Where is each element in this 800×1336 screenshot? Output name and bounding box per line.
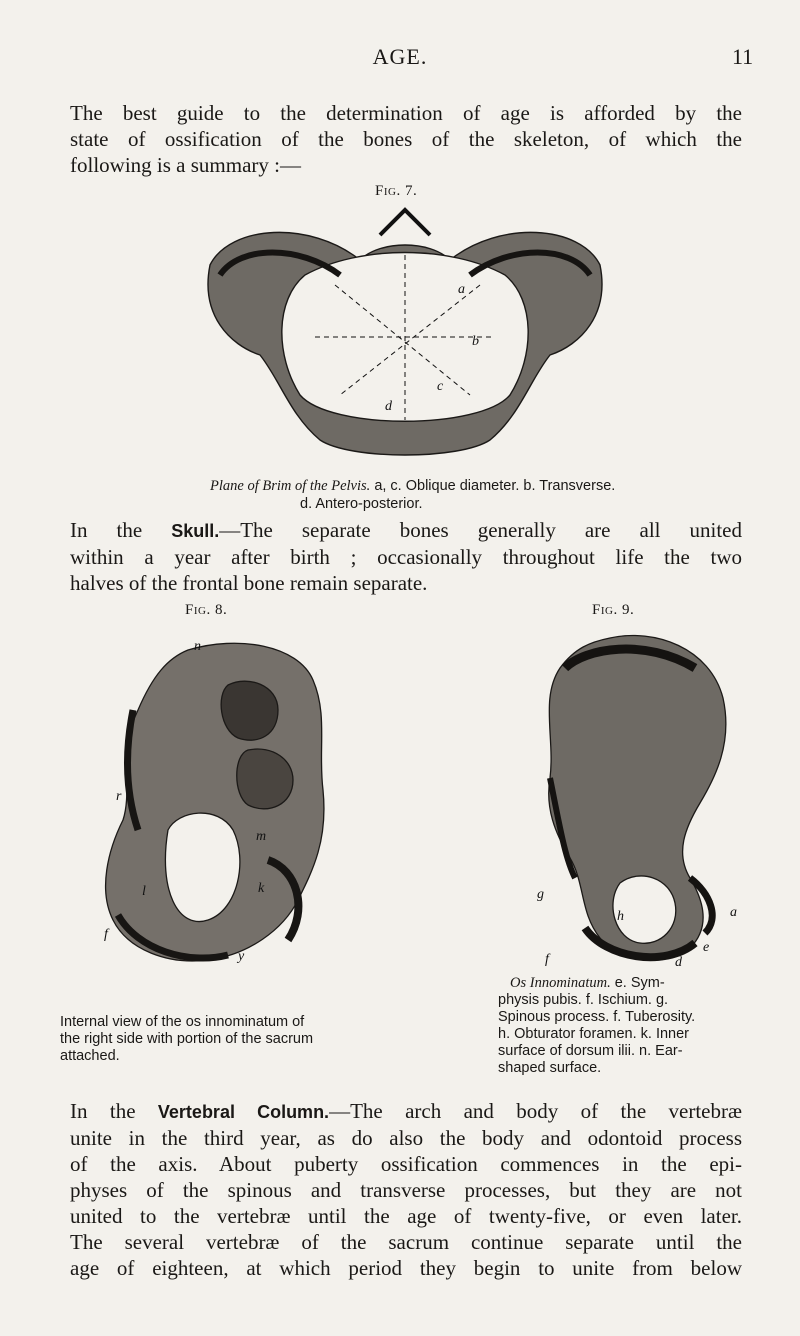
skull-line-1-rest: —The separate bones generally are all united bbox=[219, 518, 742, 542]
figure-9-caption-line-3: Spinous process. f. Tuberosity. bbox=[498, 1009, 696, 1025]
skull-lead: In the bbox=[70, 518, 143, 542]
figure-9-letter-d: d bbox=[675, 955, 682, 970]
vertebral-line-4: physes of the spinous and transverse processes, but they are not bbox=[70, 1178, 742, 1202]
figure-8-letter-r: r bbox=[116, 789, 122, 804]
skull-line-1 bbox=[70, 517, 742, 544]
figure-9-caption-title: Os Innominatum. bbox=[510, 975, 611, 991]
figure-7-pelvis-illustration bbox=[190, 205, 620, 470]
figure-9-caption bbox=[498, 975, 748, 1077]
skull-line-2: within a year after birth ; occasionally throughout life the two bbox=[70, 545, 742, 569]
page-number: 11 bbox=[732, 44, 754, 69]
figure-9-letter-h: h bbox=[617, 909, 624, 924]
vertebral-heading: Vertebral Column. bbox=[157, 1102, 330, 1122]
figure-7-caption bbox=[210, 478, 730, 495]
figure-7-caption-title: Plane of Brim of the Pelvis. bbox=[210, 478, 371, 494]
skull-heading: Skull. bbox=[171, 521, 220, 541]
intro-paragraph bbox=[70, 100, 742, 178]
figure-8-caption-line-3: attached. bbox=[60, 1048, 120, 1064]
figure-8-caption bbox=[60, 1014, 360, 1065]
skull-paragraph bbox=[70, 517, 742, 596]
figure-7-letter-b: b bbox=[472, 334, 479, 349]
figure-8-letter-l: l bbox=[142, 884, 146, 899]
vertebral-paragraph bbox=[70, 1098, 742, 1281]
figure-7-letter-a: a bbox=[458, 282, 465, 297]
figure-9-letter-g: g bbox=[537, 887, 544, 902]
figure-9-letter-f: f bbox=[545, 952, 549, 967]
figure-7-letter-c: c bbox=[437, 379, 444, 394]
vertebral-line-5: united to the vertebræ until the age of twenty-five, or even later. bbox=[70, 1204, 742, 1228]
figure-8-innominatum-illustration bbox=[98, 630, 348, 970]
figure-8-letter-y: y bbox=[238, 949, 245, 964]
figure-8-letter-n: n bbox=[194, 639, 201, 654]
figure-9-caption-line-6: shaped surface. bbox=[498, 1060, 602, 1076]
figure-7-caption-line-2: d. Antero-posterior. bbox=[300, 496, 423, 512]
figure-9-caption-line-2: physis pubis. f. Ischium. g. bbox=[498, 992, 669, 1008]
intro-line-2: state of ossification of the bones of the skeleton, of which the bbox=[70, 127, 742, 151]
figure-8-letter-f: f bbox=[104, 927, 108, 942]
vertebral-line-6: The several vertebræ of the sacrum continue separate until the bbox=[70, 1230, 742, 1254]
figure-8-letter-m: m bbox=[256, 829, 267, 844]
figure-9-label: Fig. 9. bbox=[592, 602, 635, 618]
figure-9-caption-line-5: surface of dorsum ilii. n. Ear- bbox=[498, 1043, 683, 1059]
vertebral-line-2: unite in the third year, as do also the body and odontoid process bbox=[70, 1126, 742, 1150]
vertebral-lead: In the bbox=[70, 1099, 136, 1123]
figure-8-letter-k: k bbox=[258, 881, 265, 896]
figure-8-caption-line-1: Internal view of the os innominatum of bbox=[60, 1014, 305, 1030]
figure-7-letter-d: d bbox=[385, 399, 392, 414]
figure-9-caption-line-1-rest: e. Sym- bbox=[614, 975, 665, 991]
vertebral-line-1-rest: —The arch and body of the vertebræ bbox=[329, 1099, 742, 1123]
figure-9-caption-line-1 bbox=[498, 975, 748, 992]
figure-8-caption-line-2: the right side with portion of the sacrum bbox=[60, 1031, 314, 1047]
figure-8-label: Fig. 8. bbox=[185, 602, 228, 618]
intro-line-1: The best guide to the determination of age is afforded by the bbox=[70, 101, 742, 125]
figure-9-caption-line-4: h. Obturator foramen. k. Inner bbox=[498, 1026, 690, 1042]
figure-9-os-innominatum-illustration bbox=[525, 628, 750, 973]
figure-7-caption-text: a, c. Oblique diameter. b. Transverse. bbox=[374, 478, 616, 494]
vertebral-line-7: age of eighteen, at which period they begin to unite from below bbox=[70, 1256, 742, 1280]
figure-9-letter-a: a bbox=[730, 905, 737, 920]
running-header: AGE. bbox=[372, 44, 428, 69]
figure-7-label: Fig. 7. bbox=[375, 183, 418, 199]
intro-line-3: following is a summary :— bbox=[70, 153, 301, 177]
figure-9-letter-e: e bbox=[703, 940, 710, 955]
vertebral-line-3: of the axis. About puberty ossification commences in the epi- bbox=[70, 1152, 742, 1176]
skull-line-3: halves of the frontal bone remain separate. bbox=[70, 571, 428, 595]
vertebral-line-1 bbox=[70, 1098, 742, 1125]
